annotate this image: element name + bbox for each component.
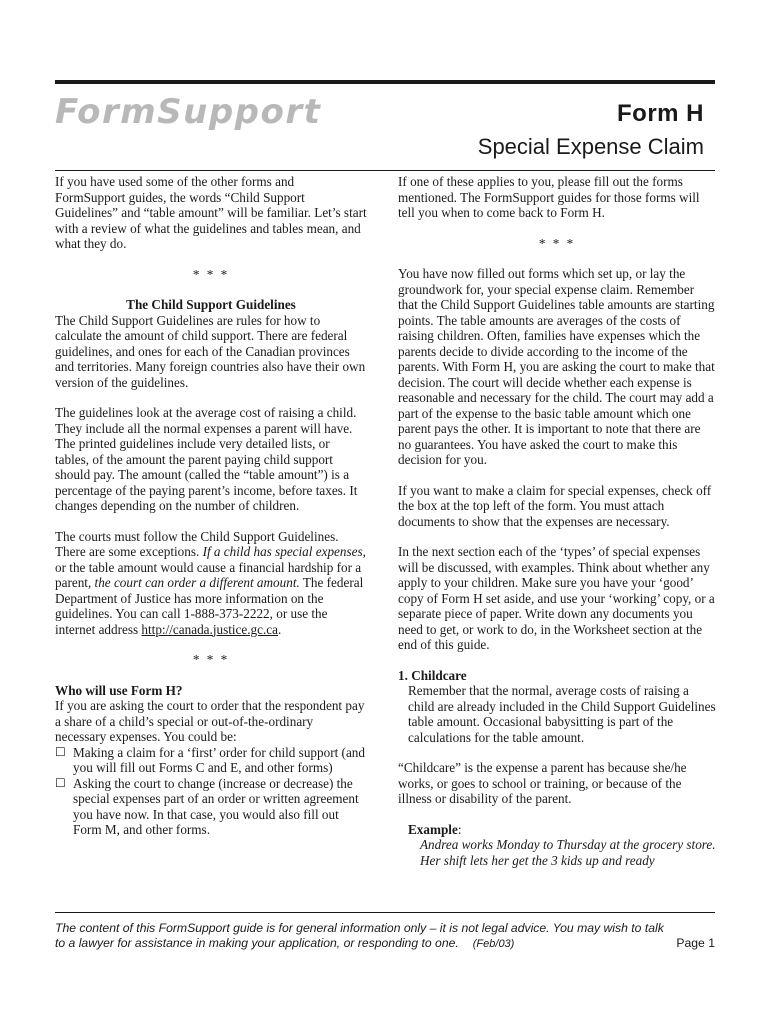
checkbox-icon[interactable]: ☐ (55, 775, 66, 790)
right-column (398, 174, 716, 868)
courts-text: The federal Department of Justice has more information on the guidelines. You can call 1-888-373-2222, or use the internet address (55, 575, 364, 637)
option-label: Asking the court to change (increase or decrease) the special expenses part of an order or written agreement you have now. In that case, you would also fill out Form M, and other forms. (73, 775, 359, 837)
section-separator: * * * (538, 235, 576, 251)
justice-link[interactable]: http://canada.justice.gc.ca (141, 621, 278, 637)
courts-italic: If a child has special expenses (202, 544, 363, 559)
left-column (55, 174, 367, 838)
subheader-rule (55, 170, 715, 171)
section-heading: 1. Childcare (398, 667, 467, 683)
who-text: If you are asking the court to order that the respondent pay a share of a child’s special or out-of-the-ordinary necessary expenses. You could be: (55, 698, 365, 744)
page-number: Page 1 (676, 936, 715, 950)
disclaimer-line: The content of this FormSupport guide is for general information only – it is not legal advice. You may wish to talk (55, 921, 664, 935)
courts-paragraph (55, 529, 367, 638)
claim-paragraph: If you want to make a claim for special expenses, check off the box at the top left of the form. You must attach documents to show that the expenses are necessary. (398, 482, 712, 529)
footer-rule (55, 912, 715, 913)
footer (55, 921, 715, 952)
courts-italic: the court can order a different amount. (94, 575, 300, 590)
guidelines-section (55, 297, 367, 390)
disclaimer-line-2 (55, 936, 514, 952)
childcare-section (398, 668, 716, 746)
form-code: Form H (617, 100, 704, 127)
brand-logo: FormSupport (55, 92, 322, 132)
groundwork-paragraph: You have now filled out forms which set up, or lay the groundwork for, your special expense claim. Remember that the Child Support Guidelines table amounts are starting points. The table amounts are averages of the costs of raising children. Often, families have expenses which the parents decide to divide according to the income of the parents. With Form H, you are asking the court to make that decision. The court will decide whether each expense is reasonable and necessary for the child. The court may add a part of the expense to the basic table amount which one parent pays the other. It is important to note that there are no guarantees. You have asked the court to make this decision for you. (398, 266, 715, 467)
guidelines-paragraph: The guidelines look at the average cost of raising a child. They include all the normal expenses a parent will have. The printed guidelines include very detailed lists, or tables, of the amount the parent paying child support should pay. The amount (called the “table amount”) is a percentage of the paying parent’s income, before taxes. It changes depending on the number of children. (55, 405, 358, 513)
example-text: Andrea works Monday to Thursday at the grocery store. Her shift lets her get the 3 kids up and ready (420, 837, 716, 868)
example-colon: : (457, 821, 462, 837)
form-title: Special Expense Claim (477, 134, 704, 159)
header-rule (55, 80, 715, 84)
childcare-text: Remember that the normal, average costs of raising a child are already included in the Child Support Guidelines table amount. Occasional babysitting is part of the calculations for the table amount. (408, 683, 716, 745)
section-separator: * * * (192, 652, 230, 667)
courts-text: , or the table amount would cause a financial hardship for a parent, (55, 544, 366, 590)
courts-text: The courts must follow the Child Support Guidelines. There are some exceptions. (55, 528, 339, 559)
who-section (55, 683, 367, 838)
section-separator: * * * (192, 266, 230, 282)
childcare-definition: “Childcare” is the expense a parent has because she/he works, or goes to school or training, or because of the illness or disability of the parent. (398, 760, 687, 806)
checkbox-icon[interactable]: ☐ (55, 744, 66, 759)
example-label: Example (408, 821, 458, 837)
footer-line (55, 936, 715, 952)
option-first-order[interactable] (55, 745, 367, 776)
example-block (398, 822, 716, 869)
option-label: Making a claim for a ‘first’ order for child support (and you will fill out Forms C and E, and other forms) (73, 744, 365, 775)
option-change-order[interactable] (55, 776, 367, 838)
section-heading: Who will use Form H? (55, 682, 183, 698)
intro-paragraph: If you have used some of the other forms and FormSupport guides, the words “Child Support Guidelines” and “table amount” will be familiar. Let’s start with a review of what the guidelines and tables mean, and what they do. (55, 174, 367, 251)
section-heading: The Child Support Guidelines (126, 297, 296, 312)
courts-text: . (278, 621, 282, 637)
revision-date: (Feb/03) (472, 938, 515, 950)
guidelines-text: The Child Support Guidelines are rules for how to calculate the amount of child support. There are federal guidelines, and ones for each of the Canadian provinces and territories. Many foreign countries also have their own version of the guidelines. (55, 312, 366, 390)
forms-paragraph: If one of these applies to you, please fill out the forms mentioned. The FormSupport guides for those forms will tell you when to come back to Form H. (398, 174, 700, 220)
example-heading (408, 822, 716, 838)
types-paragraph: In the next section each of the ‘types’ of special expenses will be discussed, with examples. Think about whether any apply to your children. Make sure you have your ‘good’ copy of Form H set aside, and use your ‘working’ copy, or a separate piece of paper. Write down any documents you need to get, or work to do, in the Worksheet section at the end of this guide. (398, 544, 715, 652)
disclaimer-text: to a lawyer for assistance in making your application, or responding to one. (55, 936, 459, 950)
